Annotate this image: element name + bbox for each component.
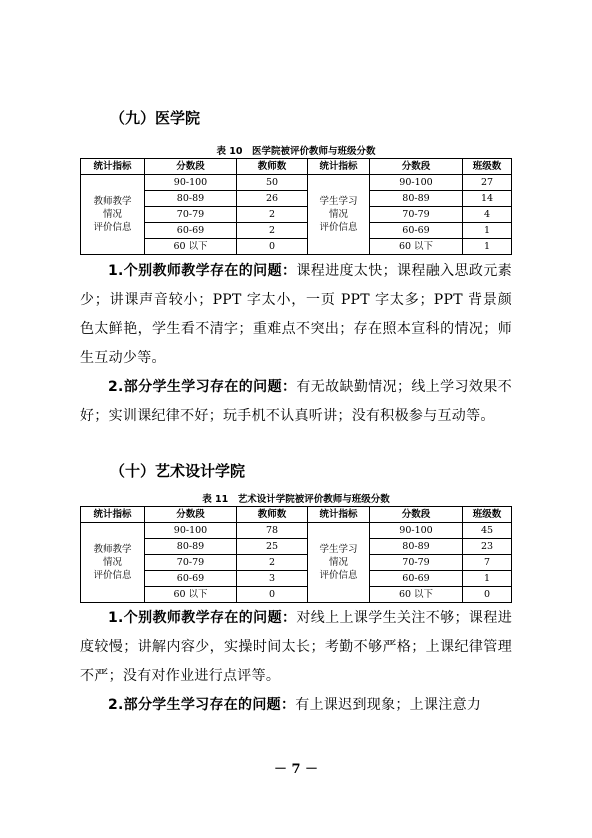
class-count-cell: 23 [463,539,512,555]
column-header: 教师数 [237,507,308,523]
paragraph-label: 2.部分学生学习存在的问题： [108,697,296,713]
score-range-cell: 60 以下 [145,587,237,603]
student-issues-paragraph [80,373,512,431]
group-label-line: 评价信息 [93,570,132,581]
table-caption: 表 10 医学院被评价教师与班级分数 [216,146,376,157]
group-label-line: 评价信息 [319,570,358,581]
column-header: 班级数 [463,159,512,175]
teacher-count-cell: 2 [237,223,308,239]
student-group-cell [308,523,370,603]
column-header: 分数段 [145,507,237,523]
score-range-cell: 80-89 [370,191,463,207]
class-count-cell: 1 [463,239,512,255]
group-label-line: 教师教学 [93,544,132,555]
group-label-line: 情况 [102,557,122,568]
teacher-group-cell [81,523,145,603]
score-table [80,506,512,603]
score-range-cell: 80-89 [145,539,237,555]
teacher-count-cell: 50 [237,175,308,191]
score-range-cell: 60-69 [370,223,463,239]
class-count-cell: 45 [463,523,512,539]
table-row [81,571,512,587]
table-row [81,555,512,571]
column-header: 分数段 [145,159,237,175]
teacher-count-cell: 26 [237,191,308,207]
score-range-cell: 70-79 [370,555,463,571]
score-range-cell: 70-79 [145,555,237,571]
paragraph-label: 2.部分学生学习存在的问题： [108,379,297,395]
teacher-issues-paragraph [80,257,512,373]
paragraph-text: 有无故缺勤情况；线上学习效果不好；实训课纪律不好；玩手机不认真听讲；没有积极参与互动等。 [80,379,513,424]
column-header: 统计指标 [308,159,370,175]
table-row [81,587,512,603]
table-row [81,175,512,191]
group-label-line: 评价信息 [319,222,358,233]
teacher-count-cell: 2 [237,555,308,571]
score-range-cell: 90-100 [370,175,463,191]
class-count-cell: 7 [463,555,512,571]
score-range-cell: 70-79 [145,207,237,223]
table-row [81,223,512,239]
paragraph-label: 1.个别教师教学存在的问题： [108,610,297,626]
group-label-line: 学生学习 [319,544,358,555]
teacher-count-cell: 3 [237,571,308,587]
table-row [81,523,512,539]
paragraph-text: 有上课迟到现象；上课注意力 [295,697,482,713]
section-heading: （九）医学院 [110,109,201,127]
column-header: 统计指标 [308,507,370,523]
group-label-line: 情况 [328,557,348,568]
teacher-count-cell: 0 [237,239,308,255]
paragraph-text: 对线上上课学生关注不够；课程进度较慢；讲解内容少，实操时间太长；考勤不够严格；上课纪律管理不严；没有对作业进行点评等。 [80,610,513,684]
group-label-line: 教师教学 [93,196,132,207]
score-range-cell: 90-100 [145,523,237,539]
class-count-cell: 4 [463,207,512,223]
score-range-cell: 90-100 [145,175,237,191]
column-header: 统计指标 [81,507,145,523]
student-issues-paragraph [80,691,512,720]
score-range-cell: 60-69 [145,223,237,239]
score-range-cell: 60-69 [370,571,463,587]
score-range-cell: 80-89 [370,539,463,555]
teacher-count-cell: 0 [237,587,308,603]
column-header: 班级数 [463,507,512,523]
student-group-cell [308,175,370,255]
table-header-row [81,159,512,175]
class-count-cell: 27 [463,175,512,191]
paragraph-label: 1.个别教师教学存在的问题： [108,263,297,279]
teacher-issues-paragraph [80,604,512,691]
score-range-cell: 80-89 [145,191,237,207]
page-number: － 7 － [273,762,319,777]
table-row [81,539,512,555]
class-count-cell: 14 [463,191,512,207]
score-range-cell: 70-79 [370,207,463,223]
teacher-count-cell: 78 [237,523,308,539]
section-heading: （十）艺术设计学院 [110,462,246,480]
paragraph-text: 课程进度太快；课程融入思政元素少；讲课声音较小；PPT 字太小，一页 PPT 字太多；PPT 背景颜色太鲜艳，学生看不清字；重难点不突出；存在照本宣科的情况；师生互动少等。 [80,263,513,366]
column-header: 统计指标 [81,159,145,175]
teacher-count-cell: 25 [237,539,308,555]
column-header: 分数段 [370,507,463,523]
class-count-cell: 1 [463,571,512,587]
class-count-cell: 0 [463,587,512,603]
score-range-cell: 60 以下 [370,587,463,603]
class-count-cell: 1 [463,223,512,239]
table-row [81,191,512,207]
score-range-cell: 60-69 [145,571,237,587]
score-table [80,158,512,255]
column-header: 分数段 [370,159,463,175]
table-header-row [81,507,512,523]
group-label-line: 评价信息 [93,222,132,233]
score-range-cell: 90-100 [370,523,463,539]
teacher-group-cell [81,175,145,255]
table-row [81,207,512,223]
group-label-line: 情况 [102,209,122,220]
column-header: 教师数 [237,159,308,175]
table-row [81,239,512,255]
score-range-cell: 60 以下 [145,239,237,255]
group-label-line: 学生学习 [319,196,358,207]
group-label-line: 情况 [328,209,348,220]
score-range-cell: 60 以下 [370,239,463,255]
table-caption: 表 11 艺术设计学院被评价教师与班级分数 [202,494,390,505]
teacher-count-cell: 2 [237,207,308,223]
